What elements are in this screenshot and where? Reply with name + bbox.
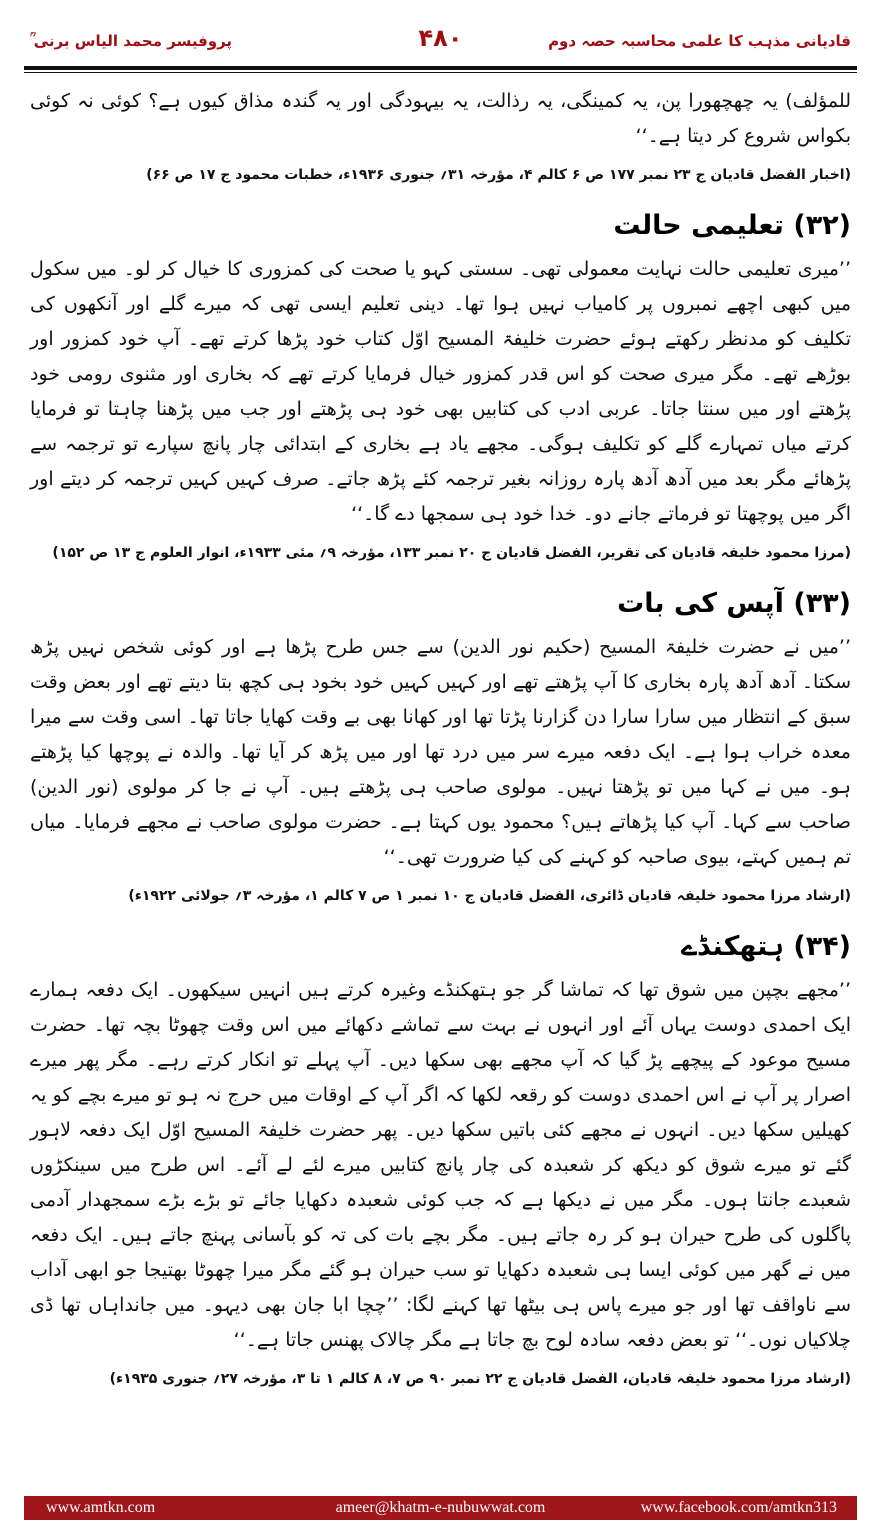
section-citation: (مرزا محمود خلیفہ قادیان کی تقریر، الفضل قادیان ج ۲۰ نمبر ۱۳۳، مؤرخہ ۹؍ مئی ۱۹۳۳ء، انوار العلوم ج ۱۳ ص ۱۵۲) (52, 545, 851, 561)
section-number: (۳۳) (793, 588, 851, 619)
section-citation: (ارشاد مرزا محمود خلیفہ قادیان ڈائری، الفضل قادیان ج ۱۰ نمبر ۱ ص ۷ کالم ۱، مؤرخہ ۳؍ جولائی ۱۹۲۲ء) (128, 888, 851, 904)
section-title: ہتھکنڈے (681, 931, 784, 962)
section-32 (30, 206, 851, 564)
section-heading (30, 584, 851, 624)
section-paragraph: ’’میری تعلیمی حالت نہایت معمولی تھی۔ سستی کہو یا صحت کی کمزوری کا خیال کر لو۔ میں سکول میں کبھی اچھے نمبروں پر کامیاب نہیں ہوا تھا۔ دینی تعلیم ایسی تھی کہ میرے گلے اور آنکھوں کی تکلیف کو مدنظر رکھتے ہوئے حضرت خلیفۃ المسیح اوّل کتاب خود پڑھا کرتے تھے۔ آپ خود کمزور اور بوڑھے تھے۔ مگر میری صحت کو اس قدر کمزور خیال فرمایا کرتے تھے کہ بخاری اور مثنوی رومی خود پڑھتے اور میں سنتا جاتا۔ عربی ادب کی کتابیں بھی خود ہی پڑھتے اور جب میں پڑھنا چاہتا تو فرمایا کرتے میاں تمہارے گلے کو تکلیف ہوگی۔ مجھے یاد ہے بخاری کے ابتدائی چار پانچ سپارے تو ترجمہ سے پڑھائے مگر بعد میں آدھ آدھ پارہ روزانہ بغیر ترجمہ کئے پڑھ جاتے۔ صرف کہیں کہیں ترجمہ کر دیتے اور اگر میں پوچھتا تو فرماتے جانے دو۔ خدا خود ہی سمجھا دے گا۔‘‘ (30, 258, 851, 525)
page-body (30, 84, 851, 1390)
page-footer (24, 1496, 857, 1520)
book-title: قادیانی مذہب کا علمی محاسبہ حصہ دوم (548, 32, 851, 50)
section-citation: (ارشاد مرزا محمود خلیفہ قادیان، الفضل قادیان ج ۲۲ نمبر ۹۰ ص ۷، ۸ کالم ۱ تا ۳، مؤرخہ ۲۷؍ جنوری ۱۹۳۵ء) (109, 1371, 851, 1387)
header-rule (24, 66, 857, 70)
section-number: (۳۴) (793, 931, 851, 962)
facebook-link[interactable]: www.facebook.com/amtkn313 (640, 1499, 837, 1516)
page-header (30, 22, 851, 66)
section-heading (30, 206, 851, 246)
header-rule-thin (24, 72, 857, 73)
author-name: پروفیسر محمد الیاس برنی ؒ (30, 32, 233, 50)
intro-citation: (اخبار الفضل قادیان ج ۲۳ نمبر ۱۷۷ ص ۶ کالم ۴، مؤرخہ ۳۱؍ جنوری ۱۹۳۶ء، خطبات محمود ج ۱۷ ص ۶۶) (146, 167, 851, 183)
section-heading (30, 927, 851, 967)
section-title: آپس کی بات (617, 588, 784, 619)
page-number: ۴۸۰ (418, 24, 463, 52)
section-paragraph: ’’مجھے بچپن میں شوق تھا کہ تماشا گر جو ہتھکنڈے وغیرہ کرتے ہیں انہیں سیکھوں۔ ایک دفعہ ہمارے ایک احمدی دوست یہاں آئے اور انہوں نے بہت سے تماشے دکھائے میں اس وقت چھوٹا بچہ تھا۔ حضرت مسیح موعود کے پیچھے پڑ گیا کہ آپ مجھے بھی سکھا دیں۔ آپ پہلے تو انکار کرتے رہے۔ مگر پھر میرے اصرار پر آپ نے اس احمدی دوست کو رقعہ لکھا کہ اگر آپ کے اوقات میں حرج نہ ہو تو میرے بچے کو یہ کھیلیں سکھا دیں۔ انہوں نے مجھے کئی باتیں سکھا دیں۔ پھر حضرت خلیفۃ المسیح اوّل ایک دفعہ لاہور گئے تو میرے شوق کو دیکھ کر شعبدہ کی چار پانچ کتابیں میرے لئے لے آئے۔ اس طرح میں سینکڑوں شعبدے جانتا ہوں۔ مگر میں نے دیکھا ہے کہ جب کوئی شعبدہ دکھایا جائے تو بڑے بڑے سمجھدار آدمی پاگلوں کی طرح حیران ہو کر رہ جاتے ہیں۔ مگر بچے بات کی تہ کو بآسانی پہنچ جاتے ہیں۔ ایک دفعہ میں نے گھر میں کوئی ایسا ہی شعبدہ دکھایا تو سب حیران ہو گئے مگر میرا چھوٹا بھتیجا جو ابھی آداب سے ناواقف تھا اور جو میرے پاس ہی بیٹھا تھا کہنے لگا: ’’چچا ابا جان بھی دیہو۔ میں جانداہاں تھا ڈی چلاکیاں نوں۔‘‘ تو بعض دفعہ سادہ لوح بچ جاتا ہے مگر چالاک پھنس جاتا ہے۔‘‘ (30, 979, 851, 1351)
section-33 (30, 584, 851, 907)
section-number: (۳۲) (793, 210, 851, 241)
section-34 (30, 927, 851, 1390)
section-title: تعلیمی حالت (613, 210, 784, 241)
email-link[interactable]: ameer@khatm-e-nubuwwat.com (335, 1499, 546, 1516)
intro-paragraph: للمؤلف) یہ چھچھورا پن، یہ کمینگی، یہ رذالت، یہ بیہودگی اور یہ گندہ مذاق کیوں ہے؟ کوئی نہ کوئی بکواس شروع کر دیتا ہے۔‘‘ (30, 90, 851, 147)
section-paragraph: ’’میں نے حضرت خلیفۃ المسیح (حکیم نور الدین) سے جس طرح پڑھا ہے اور کوئی شخص نہیں پڑھ سکتا۔ آدھ آدھ پارہ بخاری کا آپ پڑھتے تھے اور کہیں کہیں خود بخود ہی کچھ بتا دیتے تھے اور بعض وقت سبق کے انتظار میں سارا سارا دن گزارنا پڑتا تھا اور کھانا بھی بے وقت کھایا جاتا تھا۔ اسی وقت سے میرا معدہ خراب ہوا ہے۔ ایک دفعہ میرے سر میں درد تھا اور میں پڑھ کر آیا تھا۔ والدہ نے پوچھا کیا پڑھتے ہو۔ میں نے کہا میں تو پڑھتا نہیں۔ مولوی صاحب ہی پڑھتے ہیں۔ آپ نے جا کر مولوی (نور الدین) صاحب سے کہا۔ آپ کیا پڑھاتے ہیں؟ محمود یوں کہتا ہے۔ حضرت مولوی صاحب نے مجھے فرمایا۔ میاں تم ہمیں کہتے، بیوی صاحبہ کو کہنے کی کیا ضرورت تھی۔‘‘ (30, 636, 851, 868)
website-link[interactable]: www.amtkn.com (46, 1499, 156, 1516)
